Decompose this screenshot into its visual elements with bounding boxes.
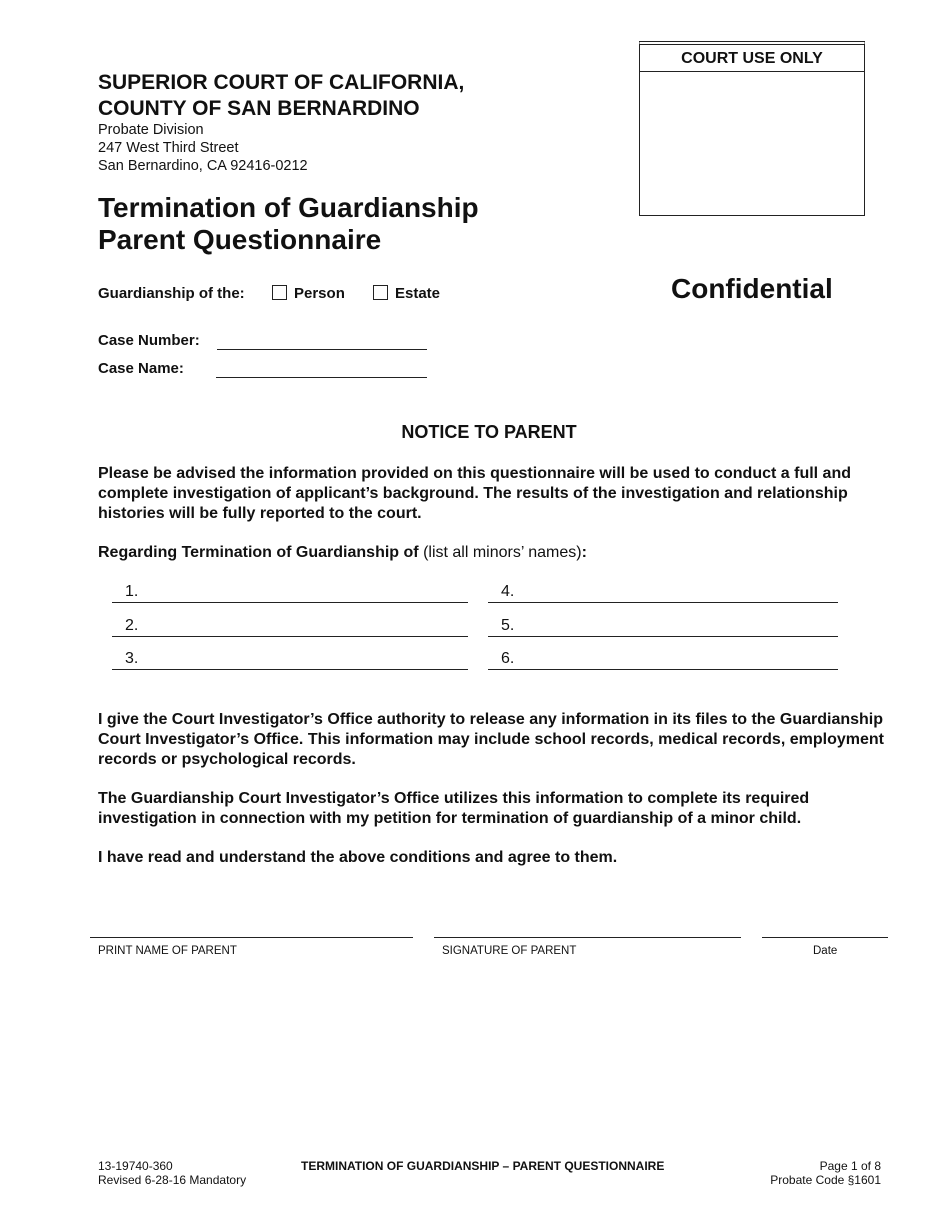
- court-name-line2: COUNTY OF SAN BERNARDINO: [98, 97, 420, 120]
- probate-code: Probate Code §1601: [770, 1173, 881, 1187]
- street-text: 247 West Third Street: [98, 140, 239, 156]
- form-title-line2: Parent Questionnaire: [98, 224, 382, 255]
- minors-label: [98, 543, 587, 563]
- division-text: Probate Division: [98, 122, 204, 138]
- minor-number-3: 3.: [125, 650, 139, 667]
- minors-label-hint: (list all minors’ names): [423, 544, 582, 561]
- form-title-line1: Termination of Guardianship: [98, 192, 479, 223]
- court-address: [98, 121, 308, 175]
- confidential-label: Confidential: [671, 273, 833, 304]
- minor-number-6: 6.: [501, 650, 515, 667]
- notice-heading: NOTICE TO PARENT: [401, 422, 577, 442]
- estate-checkbox[interactable]: [373, 285, 388, 300]
- print-name-field[interactable]: [90, 937, 413, 938]
- form-title: [98, 192, 479, 256]
- date-label: Date: [813, 945, 838, 957]
- minor-number-2: 2.: [125, 617, 139, 634]
- court-name: [98, 70, 464, 122]
- minor-number-4: 4.: [501, 583, 515, 600]
- minor-name-field-6[interactable]: [488, 669, 838, 670]
- case-number-label: Case Number:: [98, 332, 200, 349]
- signature-field[interactable]: [434, 937, 741, 938]
- city-text: San Bernardino, CA 92416-0212: [98, 158, 308, 174]
- estate-label: Estate: [395, 285, 441, 302]
- court-use-only-box: [639, 41, 865, 216]
- minor-number-1: 1.: [125, 583, 139, 600]
- minor-name-field-4[interactable]: [488, 602, 838, 603]
- person-label: Person: [294, 285, 345, 302]
- footer-left: [98, 1159, 246, 1187]
- court-use-only-label: COURT USE ONLY: [640, 45, 864, 72]
- page-number: Page 1 of 8: [819, 1159, 881, 1173]
- footer-right: [770, 1159, 881, 1187]
- person-option[interactable]: [272, 285, 345, 302]
- revised-text: Revised 6-28-16 Mandatory: [98, 1173, 247, 1187]
- minors-label-bold: Regarding Termination of Guardianship of: [98, 544, 419, 561]
- minor-number-5: 5.: [501, 617, 515, 634]
- court-name-line1: SUPERIOR COURT OF CALIFORNIA,: [98, 71, 465, 94]
- notice-body: Please be advised the information provided on this questionnaire will be used to conduct a full and complete investigation of applicant’s background. The results of the investigation and relationship histories will be fully reported to the court.: [98, 465, 851, 522]
- minor-name-field-5[interactable]: [488, 636, 838, 637]
- case-name-label: Case Name:: [98, 360, 184, 377]
- case-number-field[interactable]: [217, 349, 427, 350]
- authorization-paragraph-1: I give the Court Investigator’s Office authority to release any information in its files to the Guardianship Court Investigator’s Office. This information may include school records, medical records, employment records or psychological records.: [98, 711, 884, 768]
- guardianship-label: Guardianship of the:: [98, 285, 245, 302]
- form-number: 13-19740-360: [98, 1159, 173, 1173]
- signature-label: SIGNATURE OF PARENT: [442, 945, 577, 957]
- print-name-label: PRINT NAME OF PARENT: [98, 945, 237, 957]
- authorization-paragraph-2: The Guardianship Court Investigator’s Office utilizes this information to complete its required investigation in connection with my petition for termination of guardianship of a minor child.: [98, 790, 810, 827]
- footer-form-title: TERMINATION OF GUARDIANSHIP – PARENT QUESTIONNAIRE: [301, 1159, 665, 1173]
- date-field[interactable]: [762, 937, 888, 938]
- person-checkbox[interactable]: [272, 285, 287, 300]
- minor-name-field-1[interactable]: [112, 602, 468, 603]
- minor-name-field-2[interactable]: [112, 636, 468, 637]
- minors-label-colon: :: [581, 544, 587, 561]
- case-name-field[interactable]: [216, 377, 427, 378]
- authorization-paragraph-3: I have read and understand the above conditions and agree to them.: [98, 849, 618, 866]
- estate-option[interactable]: [373, 285, 440, 302]
- minor-name-field-3[interactable]: [112, 669, 468, 670]
